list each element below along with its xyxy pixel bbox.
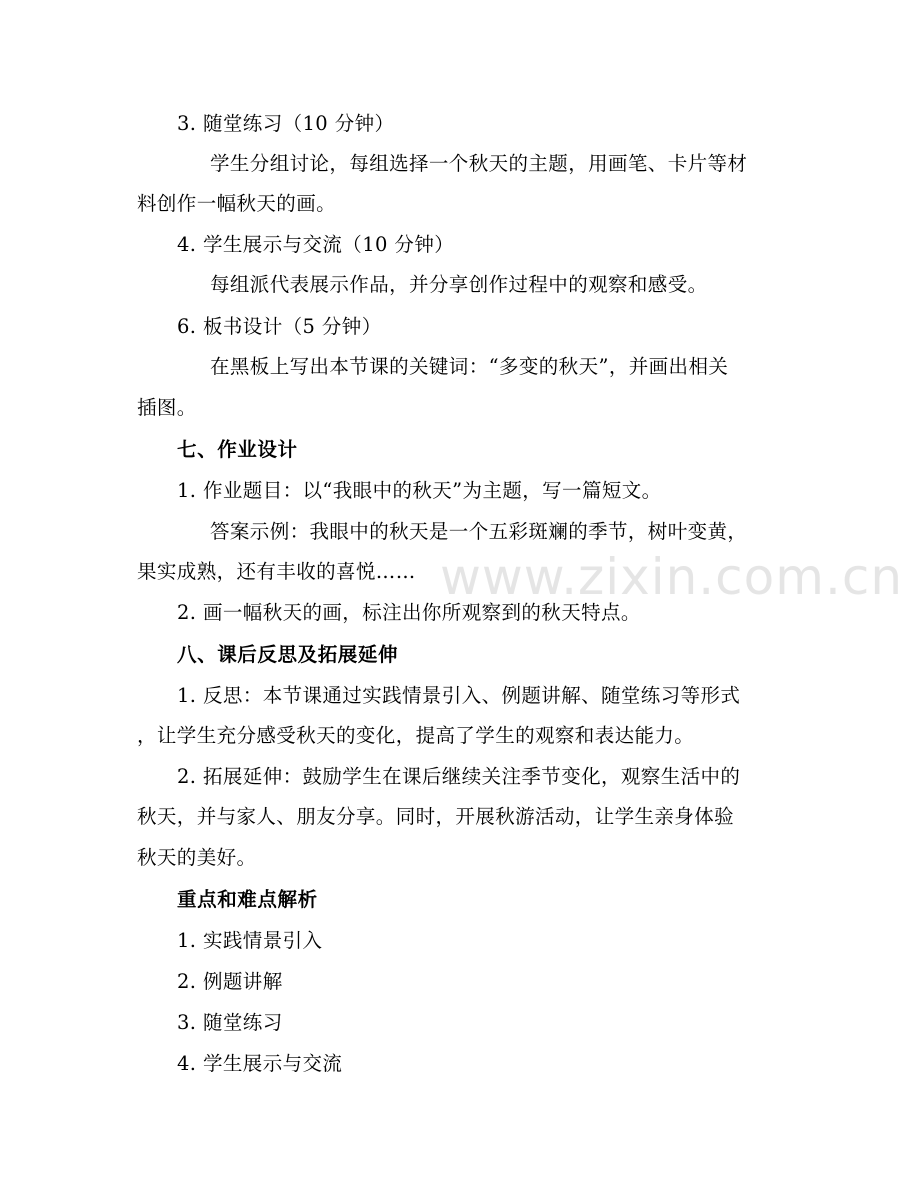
paragraph-line: 果实成熟，还有丰收的喜悦……: [137, 560, 416, 583]
paragraph-line: 料创作一幅秋天的画。: [137, 192, 337, 215]
paragraph-line: 秋天的美好。: [137, 846, 257, 869]
list-item: 1. 反思：本节课通过实践情景引入、例题讲解、随堂练习等形式: [177, 684, 741, 707]
paragraph-line: 答案示例：我眼中的秋天是一个五彩斑斓的季节，树叶变黄，: [210, 520, 748, 543]
list-item: 4. 学生展示与交流: [177, 1052, 343, 1075]
paragraph-line: 插图。: [137, 396, 197, 419]
list-item: 3. 随堂练习（10 分钟）: [177, 112, 395, 135]
list-item: 2. 例题讲解: [177, 970, 283, 993]
section-heading: 七、作业设计: [177, 438, 298, 461]
list-item: 4. 学生展示与交流（10 分钟）: [177, 233, 455, 256]
paragraph-line: ，让学生充分感受秋天的变化，提高了学生的观察和表达能力。: [137, 724, 695, 747]
section-heading: 八、课后反思及拓展延伸: [177, 643, 399, 666]
list-item: 6. 板书设计（5 分钟）: [177, 315, 382, 338]
watermark: www.zixin.com.cn: [440, 548, 904, 606]
paragraph-line: 在黑板上写出本节课的关键词：“多变的秋天”，并画出相关: [210, 355, 729, 378]
list-item: 3. 随堂练习: [177, 1011, 283, 1034]
list-item: 2. 画一幅秋天的画，标注出你所观察到的秋天特点。: [177, 601, 641, 624]
list-item: 1. 实践情景引入: [177, 929, 323, 952]
list-item: 2. 拓展延伸：鼓励学生在课后继续关注季节变化，观察生活中的: [177, 765, 741, 788]
paragraph-line: 秋天，并与家人、朋友分享。同时，开展秋游活动，让学生亲身体验: [137, 805, 735, 828]
list-item: 1. 作业题目：以“我眼中的秋天”为主题，写一篇短文。: [177, 479, 662, 502]
paragraph-line: 每组派代表展示作品，并分享创作过程中的观察和感受。: [210, 273, 708, 296]
paragraph-line: 学生分组讨论，每组选择一个秋天的主题，用画笔、卡片等材: [210, 152, 748, 175]
section-heading: 重点和难点解析: [177, 888, 318, 911]
